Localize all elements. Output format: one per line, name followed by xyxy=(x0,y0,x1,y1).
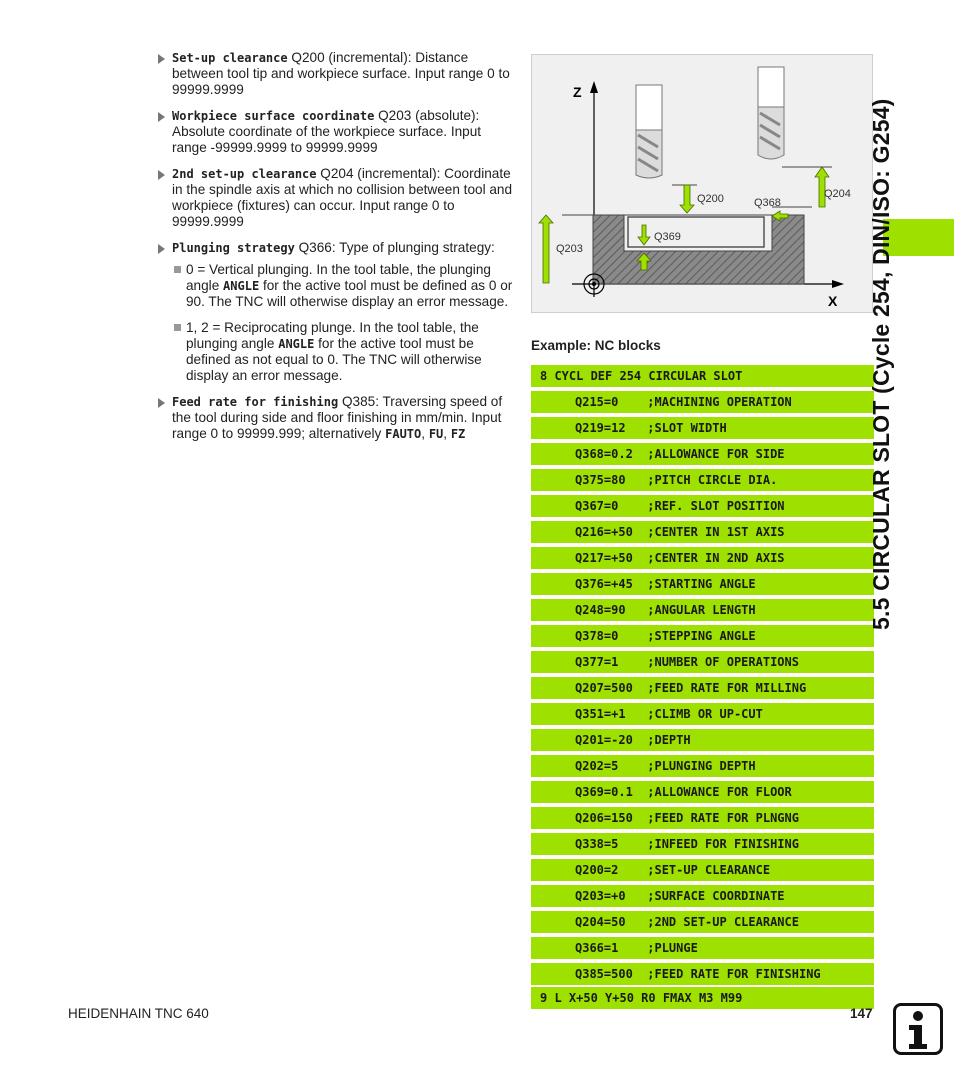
param-description: Q203 (absolute): Absolute coordinate of the workpiece surface. Input range -99999.9999 to 99999.9999 xyxy=(172,108,482,155)
option-text: for the active tool must be defined as 0 or 90. The TNC will otherwise display an error message. xyxy=(186,278,513,309)
triangle-bullet-icon xyxy=(158,398,165,408)
triangle-bullet-icon xyxy=(158,244,165,254)
param-keyword: Set-up clearance xyxy=(172,51,288,65)
nc-block: Q215=0 ;MACHINING OPERATION xyxy=(531,391,874,413)
plunging-option-vertical xyxy=(158,262,513,310)
nc-block: Q202=5 ;PLUNGING DEPTH xyxy=(531,755,874,777)
nc-block: Q369=0.1 ;ALLOWANCE FOR FLOOR xyxy=(531,781,874,803)
q368-label: Q368 xyxy=(754,197,781,209)
info-icon xyxy=(893,1003,943,1055)
square-bullet-icon xyxy=(174,266,181,273)
page-number: 147 xyxy=(850,1006,873,1021)
z-axis-label: Z xyxy=(573,84,582,100)
nc-block: Q368=0.2 ;ALLOWANCE FOR SIDE xyxy=(531,443,874,465)
param-description: Q385: Traversing speed of the tool during side and floor finishing in mm/min. Input range 0 to 99999.999; alternatively xyxy=(172,394,503,441)
nc-block: Q376=+45 ;STARTING ANGLE xyxy=(531,573,874,595)
q369-label: Q369 xyxy=(654,231,681,243)
feed-alt-fauto: FAUTO xyxy=(385,427,422,441)
footer-product: HEIDENHAIN TNC 640 xyxy=(68,1006,209,1021)
nc-block: Q216=+50 ;CENTER IN 1ST AXIS xyxy=(531,521,874,543)
nc-block: Q377=1 ;NUMBER OF OPERATIONS xyxy=(531,651,874,673)
end-mill-tool-left xyxy=(636,85,662,178)
z-axis-arrowhead xyxy=(590,81,598,93)
x-axis-label: X xyxy=(828,293,838,309)
separator: , xyxy=(443,426,451,441)
x-axis-arrowhead xyxy=(832,280,844,288)
nc-block: Q203=+0 ;SURFACE COORDINATE xyxy=(531,885,874,907)
option-text: 1, 2 = Reciprocating plunge. In the tool table, the plunging angle xyxy=(186,320,479,351)
cycle-diagram xyxy=(531,54,873,313)
option-keyword: ANGLE xyxy=(223,279,260,293)
nc-block: Q217=+50 ;CENTER IN 2ND AXIS xyxy=(531,547,874,569)
nc-block: Q375=80 ;PITCH CIRCLE DIA. xyxy=(531,469,874,491)
param-description: Q366: Type of plunging strategy: xyxy=(294,240,495,255)
param-feed-rate-finishing xyxy=(158,394,513,442)
param-workpiece-surface xyxy=(158,108,513,156)
nc-block: Q385=500 ;FEED RATE FOR FINISHING xyxy=(531,963,874,985)
nc-block: Q204=50 ;2ND SET-UP CLEARANCE xyxy=(531,911,874,933)
option-text: for the active tool must be defined as not equal to 0. The TNC will otherwise display an error message. xyxy=(186,336,482,383)
param-keyword: Feed rate for finishing xyxy=(172,395,339,409)
q204-label: Q204 xyxy=(824,188,851,200)
square-bullet-icon xyxy=(174,324,181,331)
triangle-bullet-icon xyxy=(158,112,165,122)
nc-block: Q351=+1 ;CLIMB OR UP-CUT xyxy=(531,703,874,725)
feed-alt-fu: FU xyxy=(428,427,444,441)
param-setup-clearance xyxy=(158,50,513,98)
example-title: Example: NC blocks xyxy=(531,338,661,353)
section-title: 5.5 CIRCULAR SLOT (Cycle 254, DIN/ISO: G254) xyxy=(868,98,894,630)
param-keyword: Workpiece surface coordinate xyxy=(172,109,375,123)
option-text: 0 = Vertical plunging. In the tool table, the plunging angle xyxy=(186,262,491,293)
cycle-diagram-svg xyxy=(532,55,874,314)
triangle-bullet-icon xyxy=(158,170,165,180)
end-mill-tool-right xyxy=(758,67,784,159)
q200-label: Q200 xyxy=(697,193,724,205)
nc-block-list xyxy=(531,365,874,1011)
triangle-bullet-icon xyxy=(158,54,165,64)
param-2nd-setup-clearance xyxy=(158,166,513,230)
feed-alt-fz: FZ xyxy=(450,427,466,441)
nc-block: 8 CYCL DEF 254 CIRCULAR SLOT xyxy=(531,365,874,387)
plunging-option-reciprocating xyxy=(158,320,513,384)
option-keyword: ANGLE xyxy=(278,337,315,351)
separator: , xyxy=(421,426,429,441)
nc-block: Q366=1 ;PLUNGE xyxy=(531,937,874,959)
q204-arrow xyxy=(815,167,829,207)
nc-block: Q207=500 ;FEED RATE FOR MILLING xyxy=(531,677,874,699)
section-title-vertical xyxy=(868,98,928,630)
param-plunging-strategy xyxy=(158,240,513,256)
param-description: Q204 (incremental): Coordinate in the spindle axis at which no collision between tool and workpiece (fixtures) can occur. Input range 0 to 99999.9999 xyxy=(172,166,513,229)
param-keyword: Plunging strategy xyxy=(172,241,295,255)
nc-block: 9 L X+50 Y+50 R0 FMAX M3 M99 xyxy=(531,987,874,1009)
nc-block: Q206=150 ;FEED RATE FOR PLNGNG xyxy=(531,807,874,829)
nc-block: Q367=0 ;REF. SLOT POSITION xyxy=(531,495,874,517)
nc-block: Q219=12 ;SLOT WIDTH xyxy=(531,417,874,439)
param-keyword: 2nd set-up clearance xyxy=(172,167,317,181)
q200-arrow xyxy=(680,185,694,213)
q203-label: Q203 xyxy=(556,243,583,255)
nc-block: Q201=-20 ;DEPTH xyxy=(531,729,874,751)
nc-block: Q338=5 ;INFEED FOR FINISHING xyxy=(531,833,874,855)
parameter-list xyxy=(158,50,513,452)
q203-arrow xyxy=(539,215,553,283)
nc-block: Q200=2 ;SET-UP CLEARANCE xyxy=(531,859,874,881)
param-description: Q200 (incremental): Distance between tool tip and workpiece surface. Input range 0 to 99999.9999 xyxy=(172,50,510,97)
nc-block: Q378=0 ;STEPPING ANGLE xyxy=(531,625,874,647)
nc-block: Q248=90 ;ANGULAR LENGTH xyxy=(531,599,874,621)
